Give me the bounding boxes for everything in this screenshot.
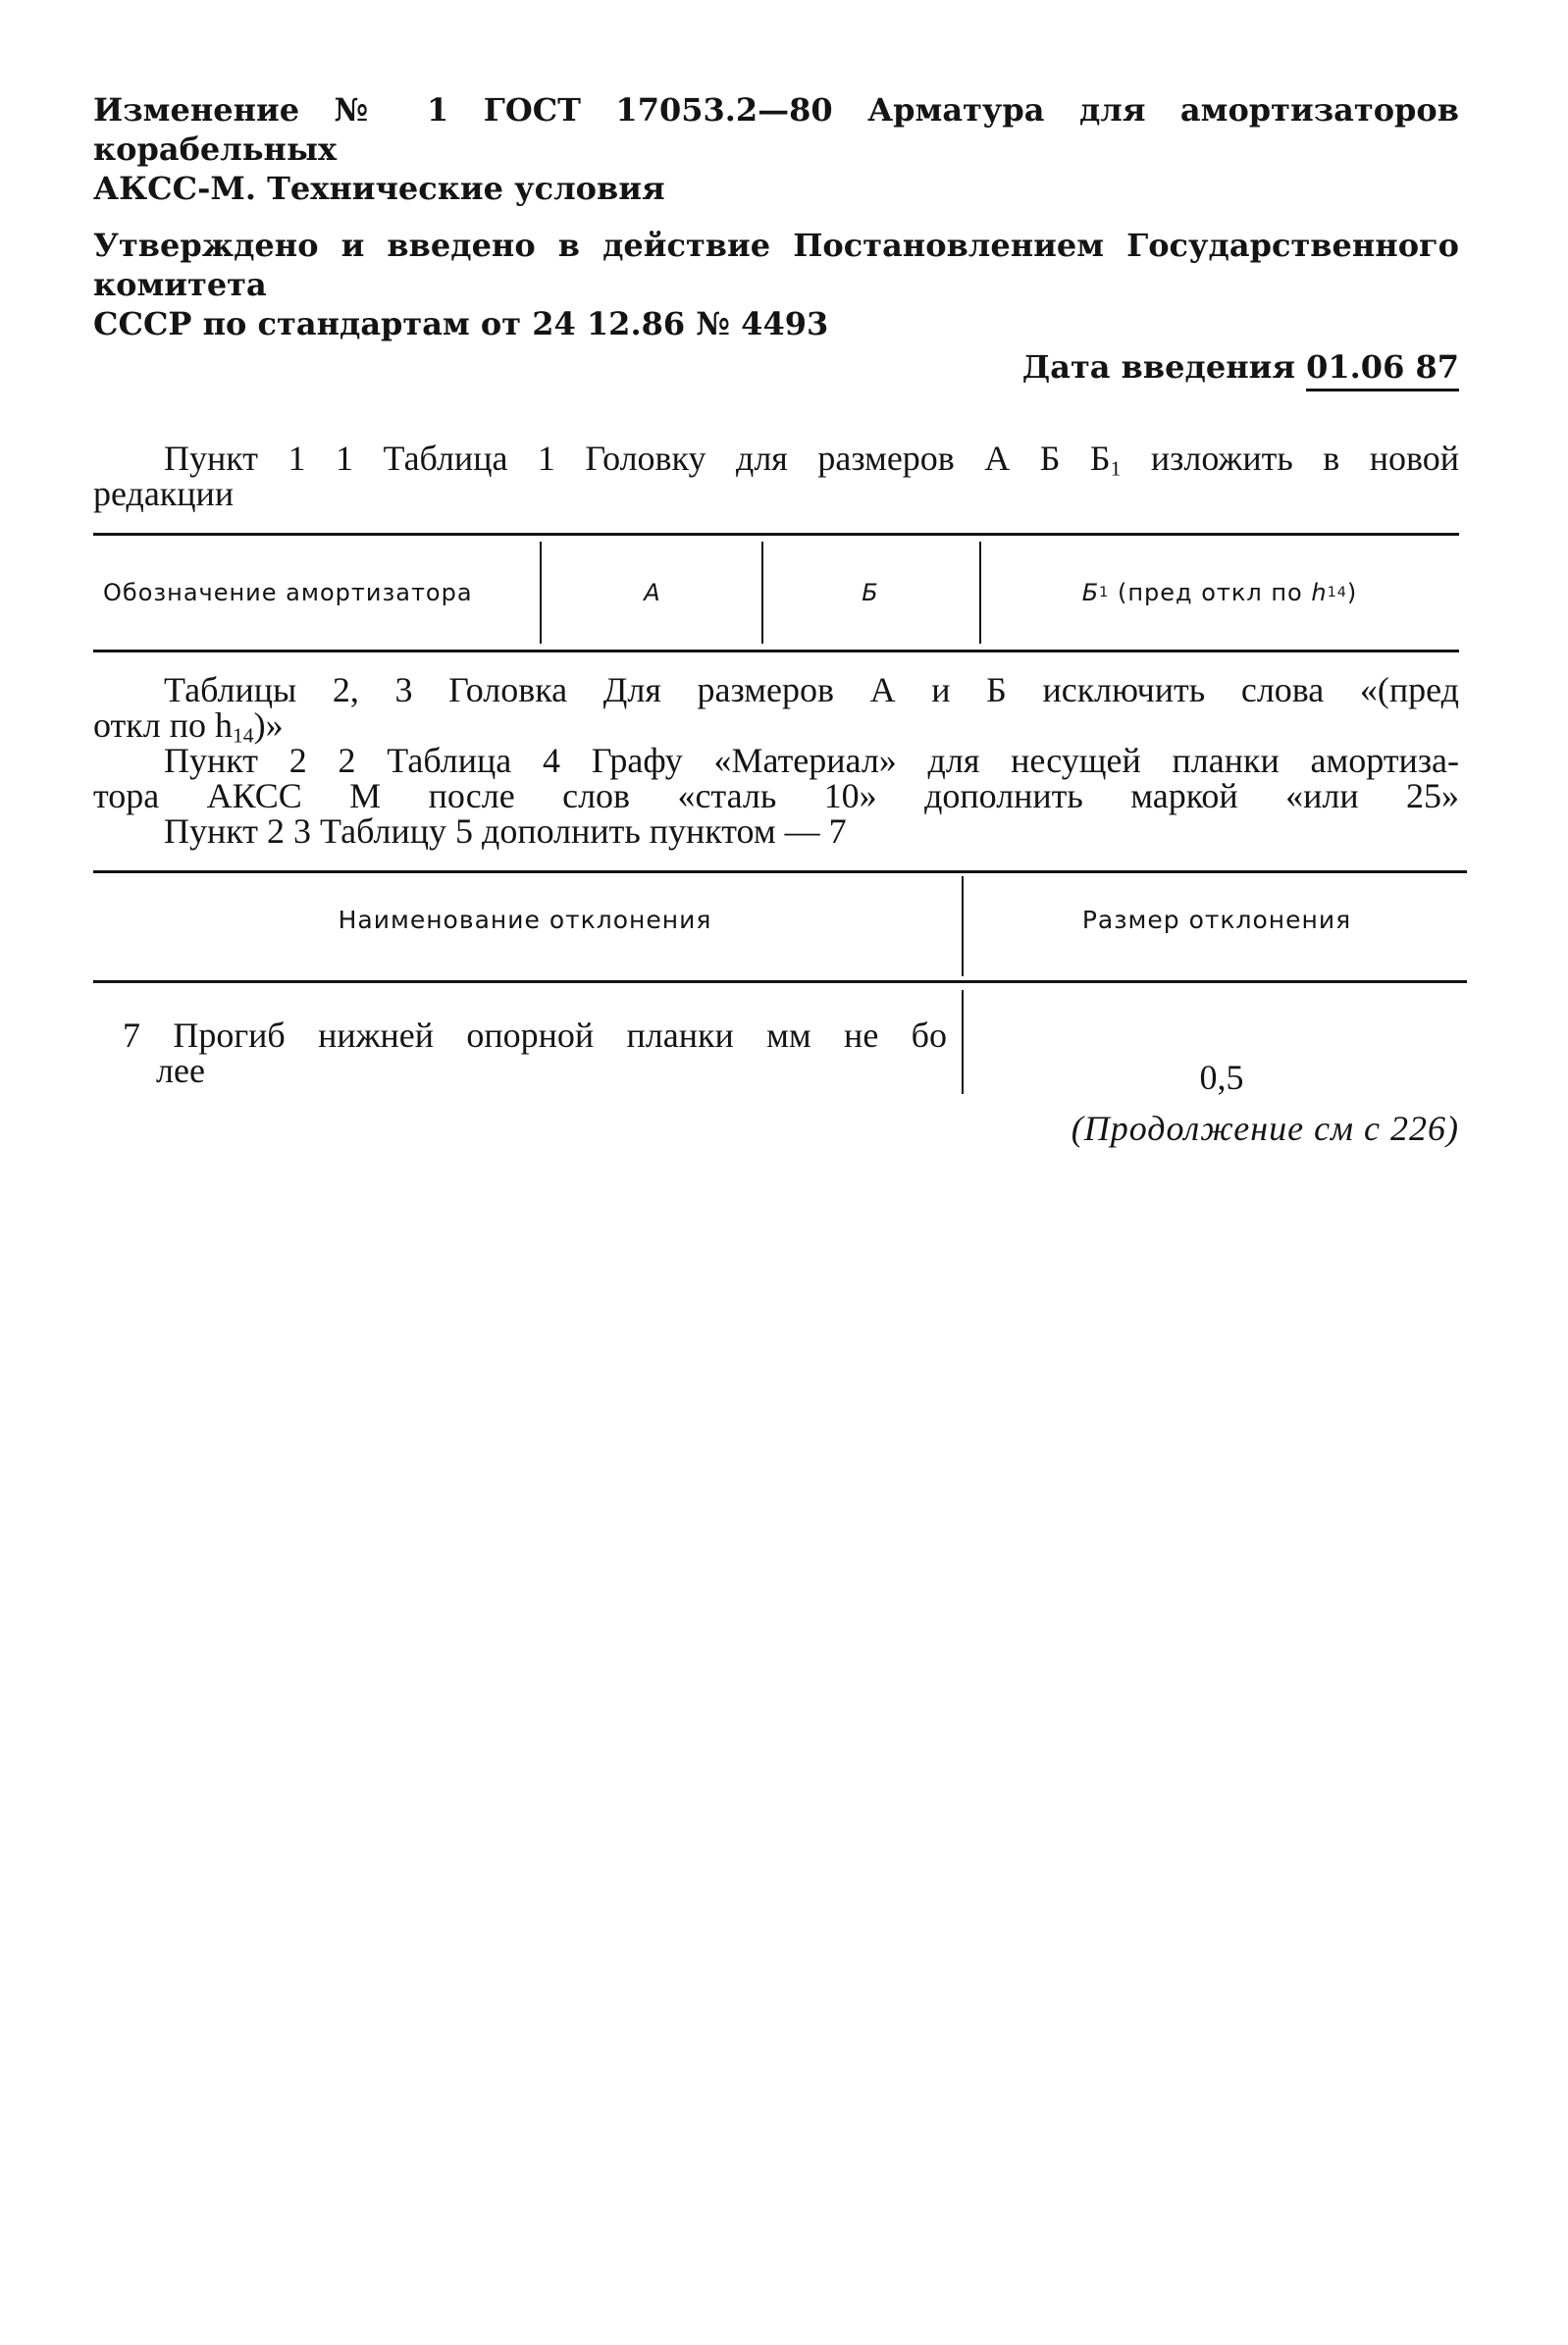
paragraph-tables-2-3 xyxy=(93,672,1459,849)
table2-top-rule xyxy=(93,870,1467,873)
paragraph2-line4: тора АКСС М после слов «сталь 10» дополнить маркой «или 25» xyxy=(93,776,1459,815)
paragraph1-line1 xyxy=(93,439,1459,481)
effective-date-label: Дата введения xyxy=(1021,348,1295,386)
paragraph1-line1-tail: изложить в новой xyxy=(1121,439,1459,478)
paragraph1-line2: редакции xyxy=(93,474,235,513)
table2-header-deviation-name: Наименование отклонения xyxy=(338,906,712,934)
table2-row-text-line1: 7 Прогиб нижней опорной планки мм не бо xyxy=(123,1016,947,1055)
continuation-note: (Продолжение см с 226) xyxy=(1071,1109,1459,1148)
table1-divider-1 xyxy=(540,542,542,644)
table2-header-deviation-size: Размер отклонения xyxy=(1081,906,1352,934)
table1-col-b1-h: h xyxy=(1311,579,1328,606)
table1-col-a: А xyxy=(644,579,661,606)
paragraph-point-1-1 xyxy=(93,441,1459,511)
table1-col-designation: Обозначение амортизатора xyxy=(103,579,473,606)
paragraph2-line3: Пункт 2 2 Таблица 4 Графу «Материал» для несущей планки амортиза- xyxy=(164,741,1459,780)
paragraph2-line2-sub: 14 xyxy=(232,723,254,748)
table-1-header xyxy=(93,533,1459,652)
table2-header-divider xyxy=(962,876,964,976)
paragraph2-line2-end: )» xyxy=(253,705,284,745)
table2-header-rule xyxy=(93,980,1467,983)
effective-date xyxy=(93,347,1459,391)
effective-date-value: 01.06 87 xyxy=(1306,347,1459,391)
paragraph1-line1-text: Пункт 1 1 Таблица 1 Головку для размеров А Б Б xyxy=(164,439,1111,478)
amendment-title-line1: Изменение № 1 ГОСТ 17053.2—80 Арматура для амортизаторов корабельных xyxy=(93,91,1459,168)
paragraph1-subscript: 1 xyxy=(1110,456,1122,481)
amendment-title xyxy=(93,90,1459,208)
paragraph2-line2 xyxy=(93,705,1459,748)
paragraph2-line2-text: откл по h xyxy=(93,705,233,745)
table-5-addition xyxy=(93,870,1467,1096)
approval-line2: СССР по стандартам от 24 12.86 № 4493 xyxy=(93,305,829,342)
paragraph2-line1: Таблицы 2, 3 Головка Для размеров А и Б исключить слова «(пред xyxy=(164,670,1459,709)
table1-col-b1-mid: (пред откл по xyxy=(1109,579,1312,606)
table2-row-deviation-value: 0,5 xyxy=(1199,1058,1244,1097)
table1-col-b1-letter: Б xyxy=(1081,579,1100,606)
table2-row-text-line2: лее xyxy=(156,1051,205,1090)
table2-row-divider xyxy=(962,990,964,1094)
approval-line1: Утверждено и введено в действие Постановлением Государственного комитета xyxy=(93,227,1459,303)
table2-row-deviation-text xyxy=(123,1017,947,1088)
paragraph2-line5: Пункт 2 3 Таблицу 5 дополнить пунктом — 7 xyxy=(164,811,847,851)
table1-col-b: Б xyxy=(862,579,879,606)
approval-statement xyxy=(93,226,1459,343)
table1-col-b1: Б 1 (пред откл по h 14 ) xyxy=(1081,579,1358,606)
table1-col-b1-end: ) xyxy=(1346,579,1358,606)
amendment-title-line2: АКСС-М. Технические условия xyxy=(93,170,665,207)
document-content xyxy=(93,90,1459,1149)
